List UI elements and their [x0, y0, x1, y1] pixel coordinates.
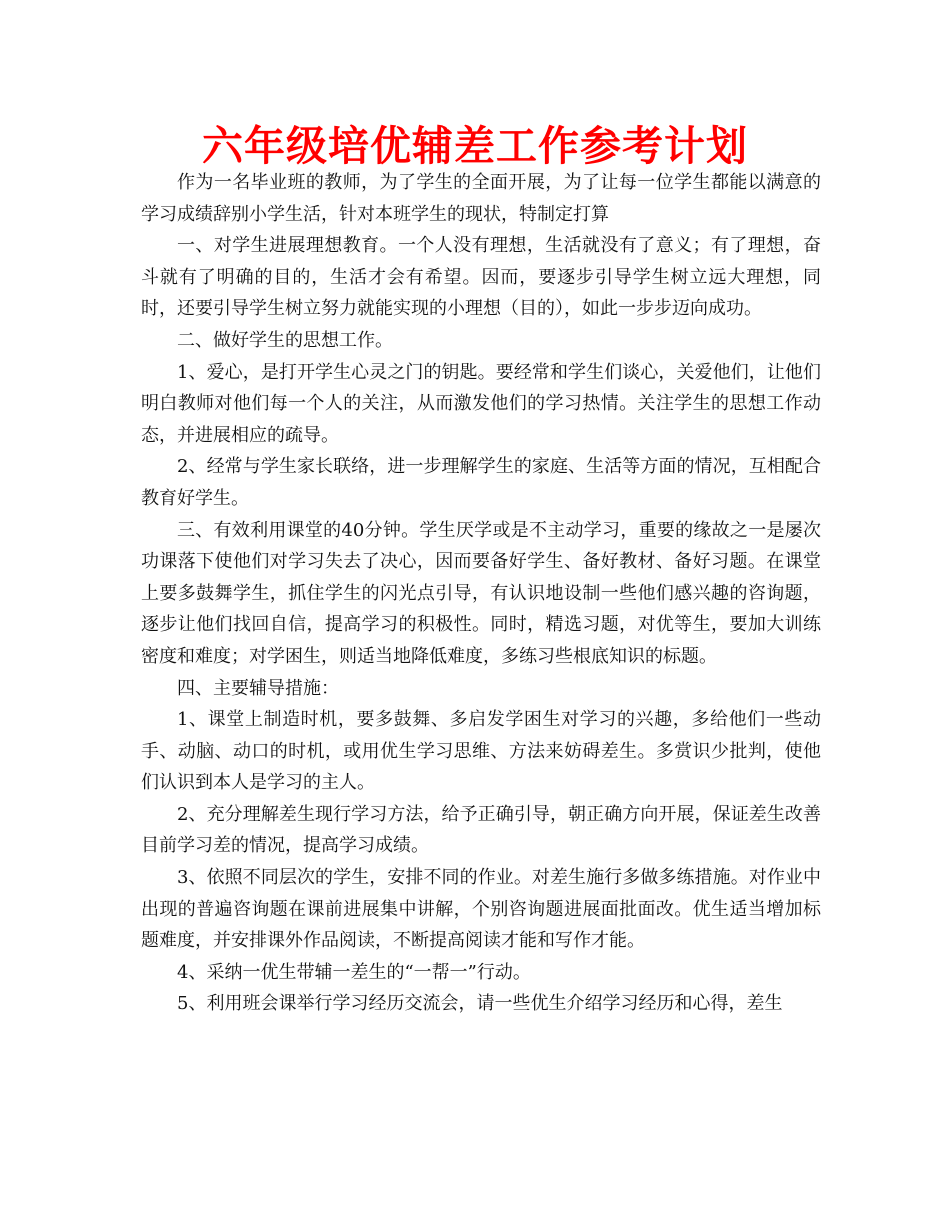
paragraph-section-4-item-2: 2、充分理解差生现行学习方法，给予正确引导，朝正确方向开展，保证差生改善目前学习差的情况，提高学习成绩。 [141, 803, 821, 857]
paragraph-section-3: 三、有效利用课堂的40分钟。学生厌学或是不主动学习，重要的缘故之一是屡次功课落下使他们对学习失去了决心，因而要备好学生、备好教材、备好习题。在课堂上要多鼓舞学生，抓住学生的闪光点引导，有认识地设制一些他们感兴趣的咨询题，逐步让他们找回自信，提高学习的积极性。同时，精选习题，对优等生，要加大训练密度和难度；对学困生，则适当地降低难度，多练习些根底知识的标题。 [141, 519, 821, 667]
paragraph-section-1: 一、对学生进展理想教育。一个人没有理想，生活就没有了意义；有了理想，奋斗就有了明确的目的，生活才会有希望。因而，要逐步引导学生树立远大理想，同时，还要引导学生树立努力就能实现的小理想（目的），如此一步步迈向成功。 [141, 235, 821, 320]
paragraph-section-2-item-1: 1、爱心，是打开学生心灵之门的钥匙。要经常和学生们谈心，关爱他们，让他们明白教师对他们每一个人的关注，从而激发他们的学习热情。关注学生的思想工作动态，并进展相应的疏导。 [141, 361, 821, 446]
document-body [141, 167, 821, 1020]
paragraph-section-4-item-1: 1、课堂上制造时机，要多鼓舞、多启发学困生对学习的兴趣，多给他们一些动手、动脑、动口的时机，或用优生学习思维、方法来妨碍差生。多赏识少批判，使他们认识到本人是学习的主人。 [141, 709, 821, 794]
paragraph-section-2-item-2: 2、经常与学生家长联络，进一步理解学生的家庭、生活等方面的情况，互相配合教育好学生。 [141, 456, 821, 509]
paragraph-section-4: 四、主要辅导措施： [177, 677, 339, 699]
paragraph-section-4-item-5: 5、利用班会课举行学习经历交流会，请一些优生介绍学习经历和心得，差生 [177, 993, 783, 1015]
paragraph-section-4-item-3: 3、依照不同层次的学生，安排不同的作业。对差生施行多做多练措施。对作业中出现的普遍咨询题在课前进展集中讲解，个别咨询题进展面批面改。优生适当增加标题难度，并安排课外作品阅读，不断提高阅读才能和写作才能。 [141, 867, 821, 952]
paragraph-section-2: 二、做好学生的思想工作。 [177, 329, 393, 351]
paragraph-intro: 作为一名毕业班的教师，为了学生的全面开展，为了让每一位学生都能以满意的学习成绩辞别小学生活，针对本班学生的现状，特制定打算 [141, 172, 821, 225]
paragraph-section-4-item-4: 4、采纳一优生带辅一差生的“一帮一”行动。 [177, 961, 531, 983]
document-title: 六年级培优辅差工作参考计划 [202, 122, 748, 170]
